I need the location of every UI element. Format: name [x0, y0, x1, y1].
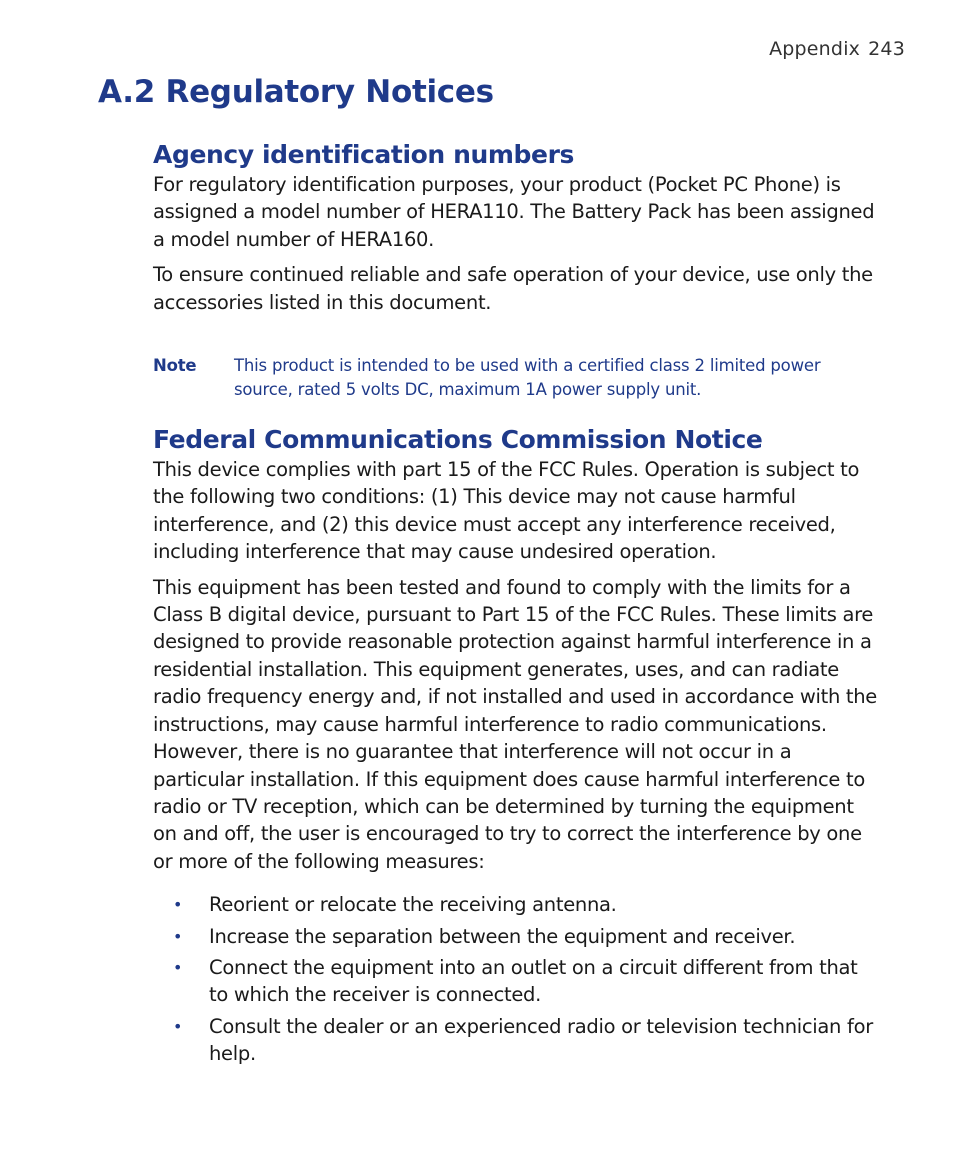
- agency-paragraph-2: To ensure continued reliable and safe operation of your device, use only the accessories listed in this document.: [153, 263, 873, 314]
- list-item-text: Consult the dealer or an experienced radio or television technician for help.: [209, 1014, 873, 1066]
- list-item-text: Reorient or relocate the receiving antenna.: [209, 893, 617, 917]
- page-number: 243: [868, 38, 905, 60]
- fcc-measures-list: [153, 891, 879, 1067]
- list-item-text: Increase the separation between the equipment and receiver.: [209, 924, 796, 948]
- note-box: [153, 354, 879, 402]
- bullet-icon: •: [173, 895, 183, 915]
- note-text: This product is intended to be used with a certified class 2 limited power source, rated 5 volts DC, maximum 1A power supply unit.: [234, 356, 821, 400]
- list-item: [153, 954, 879, 1009]
- running-header: [769, 38, 905, 60]
- bullet-icon: •: [173, 957, 183, 977]
- agency-heading: Agency identification numbers: [153, 140, 574, 169]
- list-item: [153, 891, 879, 918]
- agency-section: [153, 139, 879, 316]
- list-item: [153, 923, 879, 950]
- agency-paragraph-1: For regulatory identification purposes, your product (Pocket PC Phone) is assigned a model number of HERA110. The Battery Pack has been assigned a model number of HERA160.: [153, 173, 875, 251]
- list-item-text: Connect the equipment into an outlet on a circuit different from that to which the receiver is connected.: [209, 955, 858, 1007]
- fcc-section: [153, 424, 879, 1068]
- bullet-icon: •: [173, 1016, 183, 1036]
- list-item: [153, 1013, 879, 1068]
- note-label: Note: [153, 356, 197, 376]
- fcc-heading: Federal Communications Commission Notice: [153, 425, 763, 455]
- page-content: [153, 139, 879, 1072]
- header-section-label: Appendix: [769, 38, 861, 60]
- fcc-paragraph-2: This equipment has been tested and found to comply with the limits for a Class B digital device, pursuant to Part 15 of the FCC Rules. These limits are designed to provide reasonable protection against harmful interference in a residential installation. This equipment generates, uses, and can radiate radio frequency energy and, if not installed and used in accordance with the instructions, may cause harmful interference to radio communications. However, there is no guarantee that interference will not occur in a particular installation. If this equipment does cause harmful interference to radio or TV reception, which can be determined by turning the equipment on and off, the user is encouraged to try to correct the interference by one or more of the following measures:: [153, 575, 877, 873]
- fcc-paragraph-1: This device complies with part 15 of the FCC Rules. Operation is subject to the following two conditions: (1) This device may not cause harmful interference, and (2) this device must accept any interference received, including interference that may cause undesired operation.: [153, 458, 860, 564]
- page-title: A.2 Regulatory Notices: [98, 74, 494, 110]
- bullet-icon: •: [173, 926, 183, 946]
